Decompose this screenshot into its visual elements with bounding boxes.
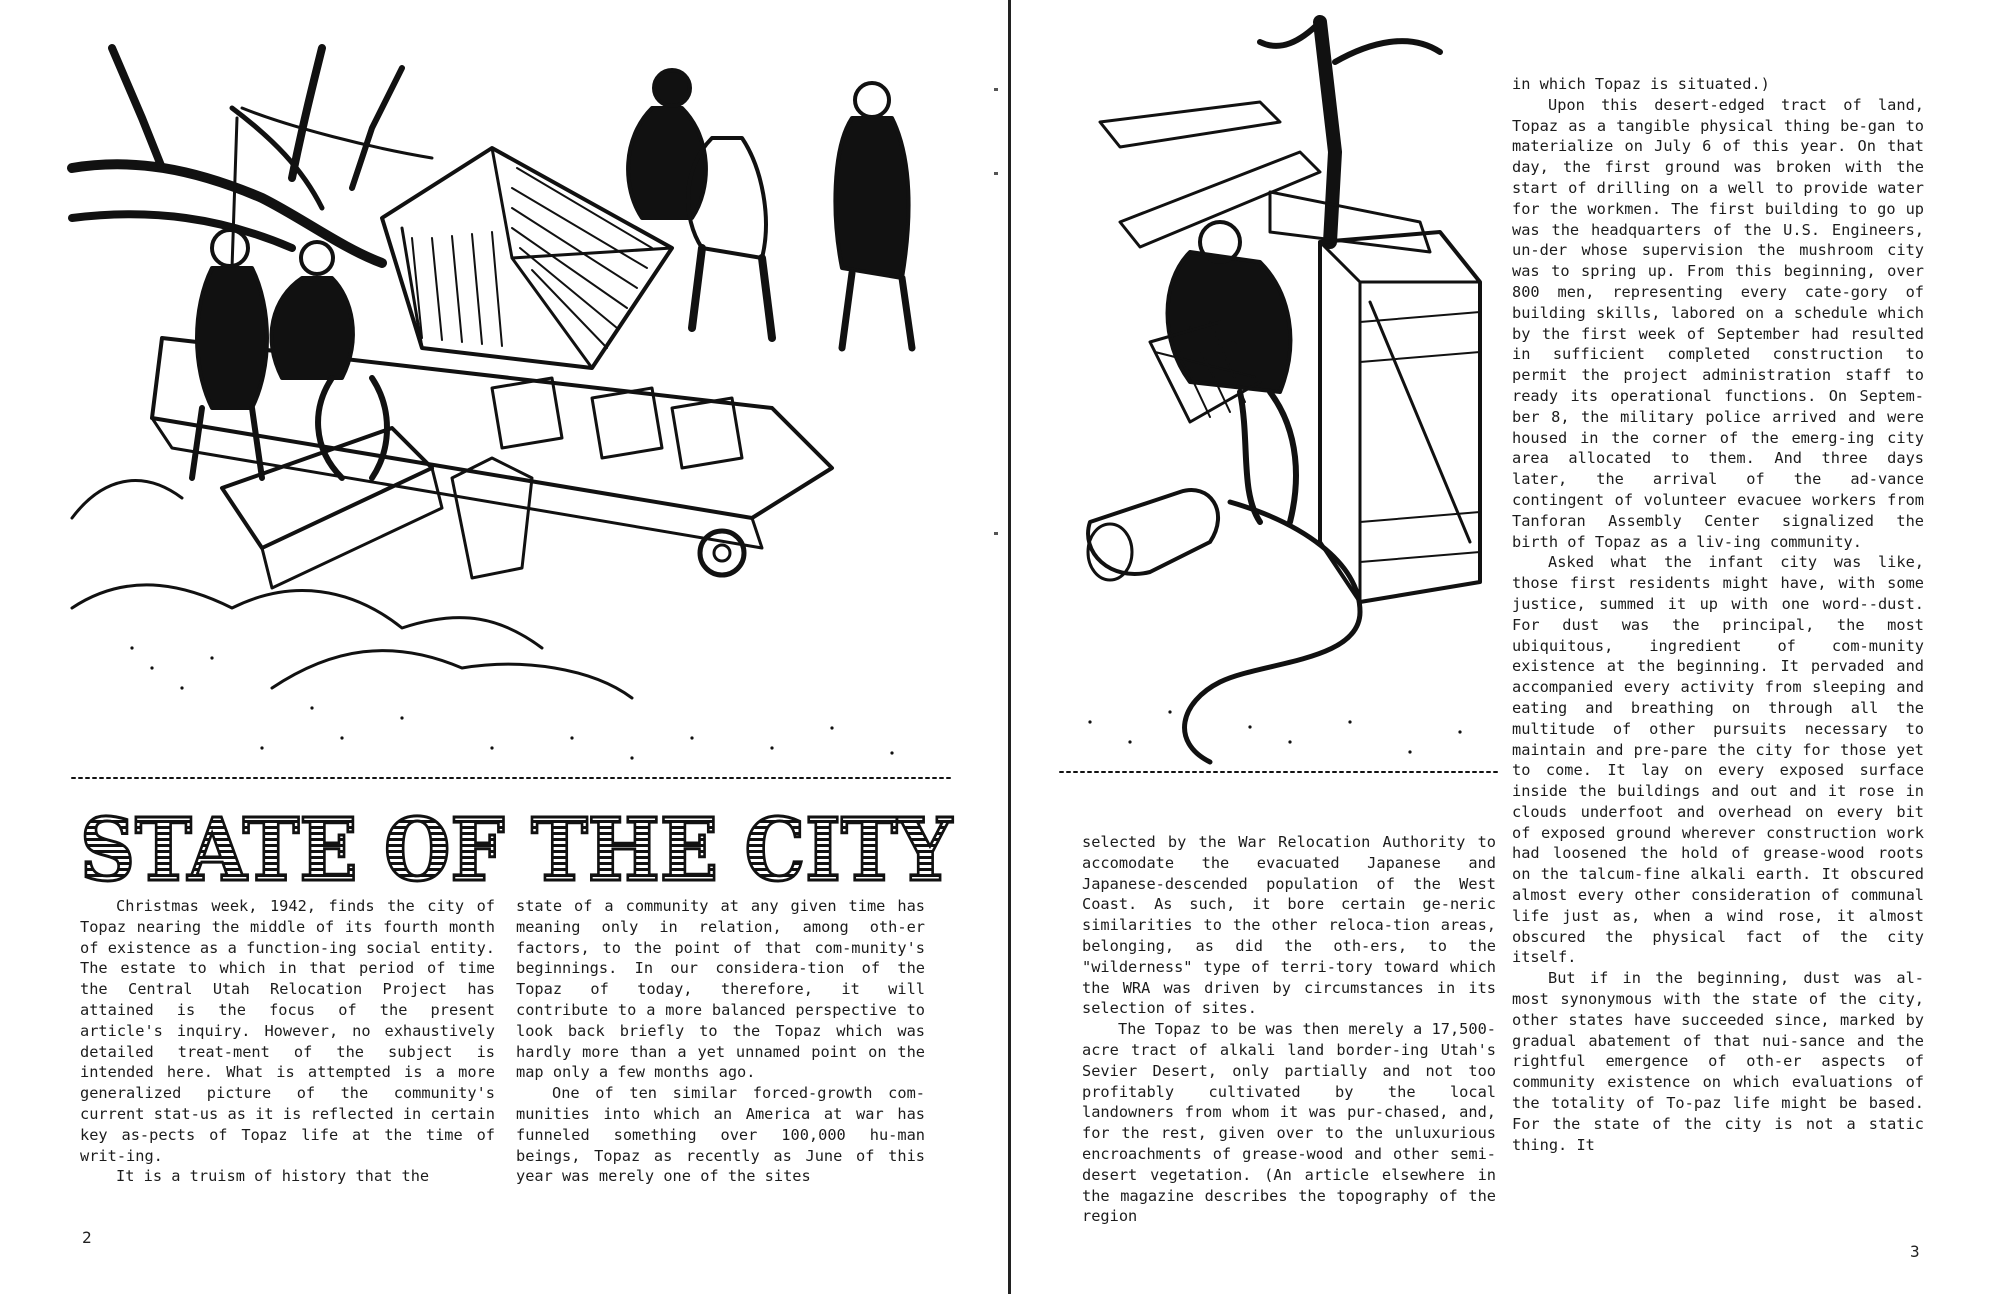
paragraph: It is a truism of history that the xyxy=(116,1167,430,1186)
paragraph: state of a community at any given time has meaning only in relation, among oth-er factors, to the point of that com-munity's beginnings. In our considera-tion of the Topaz of today, therefore, it will contribute to a more balanced perspective to look back briefly to the Topaz which was hardly more than a yet unnamed point on the map only a few months ago. xyxy=(516,897,925,1082)
headline-lettering xyxy=(72,800,960,901)
paragraph: in which Topaz is situated.) xyxy=(1512,75,1770,93)
paragraph: Upon this desert-edged tract of land, Topaz as a tangible physical thing be-gan to materialize on July 6 of this year. On that day, the first ground was broken with the start of drilling on a well to provide water for the workmen. The first building to go up was the headquarters of the U.S. Engineers, un-der whose supervision the mushroom city was to spring up. From this beginning, over 800 men, representing every cate-gory of building skills, labored on a schedule which by the first week of September had resulted in sufficient completed construction to permit the project administration staff to ready its operational functions. On Septem-ber 8, the military police arrived and were housed in the corner of the emerg-ing city area allocated to them. And three days later, the arrival of the ad-vance contingent of volunteer evacuee workers from Tanforan Assembly Center signalized the birth of Topaz as a liv-ing community. xyxy=(1512,95,1924,551)
page-number-right: 3 xyxy=(1910,1242,1920,1261)
construction-illustration-right xyxy=(1060,22,1500,787)
construction-illustration-left xyxy=(72,48,952,792)
page-number-left: 2 xyxy=(82,1228,92,1247)
right-page-column-2 xyxy=(1512,74,1924,1155)
page-gutter xyxy=(1008,0,1011,1294)
paragraph: One of ten similar forced-growth com-munities into which an America at war has funneled something over 100,000 hu-man beings, Topaz as recently as June of this year was merely one of the sites xyxy=(516,1084,925,1186)
paragraph: Christmas week, 1942, finds the city of Topaz nearing the middle of its fourth month of existence as a function-ing social entity. The estate to which in that period of time the Central Utah Relocation Project has attained is the focus of the present article's inquiry. However, no exhaustively detailed treat-ment of the subject is intended here. What is attempted is a more generalized picture of the community's current stat-us as it is reflected in certain key as-pects of Topaz life at the time of writ-ing. xyxy=(80,897,495,1165)
left-page-column-1 xyxy=(80,896,495,1187)
paragraph: But if in the beginning, dust was al-most synonymous with the state of the city, other states have succeeded since, marked by gradual abatement of that nui-sance and the rightful emergence of oth-er aspects of community existence on which evaluations of the totality of To-paz life might be based. For the state of the city is not a static thing. It xyxy=(1512,969,1924,1154)
gutter-mark xyxy=(994,532,998,535)
gutter-mark xyxy=(994,172,998,175)
paragraph: The Topaz to be was then merely a 17,500-acre tract of alkali land border-ing Utah's Sevier Desert, only partially and not too profitably cultivated by the local landowners from whom it was pur-chased, and, for the rest, given over to the unluxurious encroachments of grease-wood and other semi-desert vegetation. (An article elsewhere in the magazine describes the topography of the region xyxy=(1082,1020,1496,1226)
headline-svg-text: STATE OF THE CITY xyxy=(80,800,954,901)
right-page-column-1 xyxy=(1082,832,1496,1227)
workers-moving-crate-drawing xyxy=(72,48,952,792)
gutter-mark xyxy=(994,88,998,91)
paragraph: Asked what the infant city was like, those first residents might have, with some justice, summed it up with one word--dust. For dust was the principal, the most ubiquitous, ingredient of com-munity existence at the beginning. It pervaded and accompanied every activity from sleeping and eating and breathing on through all the multitude of other pursuits necessary to maintain and pre-pare the city for those yet to come. It lay on every exposed surface inside the buildings and out and it rose in clouds underfoot and overhead on every bit of exposed ground wherever construction work had loosened the hold of grease-wood roots on the talcum-fine alkali earth. It obscured almost every other consideration of communal life just as, when a wind rose, it almost obscured the physical fact of the city itself. xyxy=(1512,553,1924,967)
paragraph: selected by the War Relocation Authority to accomodate the evacuated Japanese and Japanese-descended population of the West Coast. As such, it bore certain ge-neric similarities to the other reloca-tion areas, belonging, as did the oth-ers, to the "wilderness" type of terri-tory toward which the WRA was driven by circumstances in its selection of sites. xyxy=(1082,833,1496,1018)
left-page-column-2 xyxy=(516,896,925,1187)
headline xyxy=(72,800,960,901)
worker-welding-drawing xyxy=(1060,22,1500,787)
